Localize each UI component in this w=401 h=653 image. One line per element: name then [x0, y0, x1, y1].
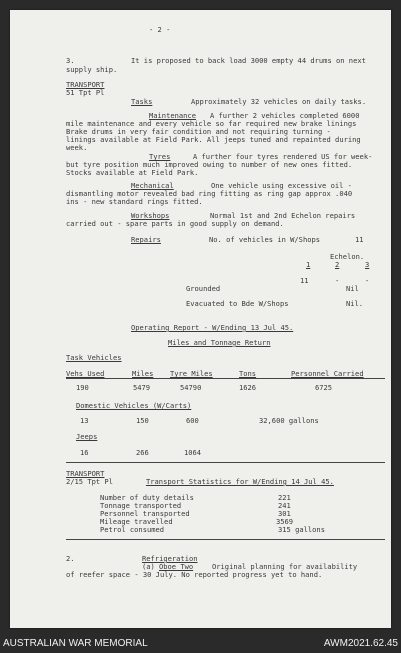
repairs-label: Repairs — [131, 235, 161, 244]
task-miles: 5479 — [133, 383, 151, 392]
mechanical-line-1: One vehicle using excessive oil - — [211, 181, 352, 190]
refrigeration-heading: Refrigeration — [142, 554, 198, 563]
footer-source: AUSTRALIAN WAR MEMORIAL — [3, 638, 148, 649]
workshops-line-1: Normal 1st and 2nd Echelon repairs — [210, 211, 356, 220]
archive-footer — [0, 636, 401, 653]
echelon-1: 1 — [306, 260, 311, 269]
col-vehs-used: Vehs Used — [66, 369, 105, 378]
workshops-line-2: carried out - spare parts in good supply on demand. — [66, 219, 284, 228]
echelon-label: Echelon. — [330, 252, 365, 261]
col-tons: Tons — [239, 369, 257, 378]
mechanical-label: Mechanical — [131, 181, 174, 190]
domestic-miles: 150 — [136, 416, 149, 425]
maintenance-label: Maintenance — [149, 111, 196, 120]
maintenance-line-3: Brake drums in very fair condition and not requiring turning - — [66, 127, 331, 136]
task-vehicles-heading: Task Vehicles — [66, 353, 122, 362]
repairs-text: No. of vehicles in W/Shops — [209, 235, 321, 244]
document-page — [10, 10, 391, 628]
item-3-number: 3. — [66, 56, 75, 65]
mechanical-line-2: dismantling motor revealed bad ring fitting as ring gap approx .040 — [66, 189, 353, 198]
echelon-2-value: - — [335, 276, 340, 285]
task-tons: 1626 — [239, 383, 257, 392]
task-vehs-used: 190 — [76, 383, 89, 392]
tasks-text: Approximately 32 vehicles on daily tasks. — [191, 97, 367, 106]
transport-heading-1: TRANSPORT — [66, 80, 105, 89]
workshops-label: Workshops — [131, 211, 170, 220]
footer-catalogue-id: AWM2021.62.45 — [323, 638, 398, 649]
mechanical-line-3: ins - new standard rings fitted. — [66, 197, 203, 206]
tyres-line-2: but tyre position much improved owing to number of new ones fitted. — [66, 160, 353, 169]
table-header-rule — [66, 378, 385, 379]
jeeps-heading: Jeeps — [76, 432, 98, 441]
tyres-line-3: Stocks available at Field Park. — [66, 168, 199, 177]
task-personnel: 6725 — [315, 383, 333, 392]
page-number: - 2 - — [149, 25, 171, 34]
refrigeration-oboe-two: Oboe Two — [159, 562, 194, 571]
col-tyre-miles: Tyre Miles — [170, 369, 213, 378]
transport-heading-2: TRANSPORT — [66, 469, 105, 478]
item-2-number: 2. — [66, 554, 75, 563]
maintenance-line-5: week. — [66, 143, 88, 152]
refrigeration-item-a: (a) — [142, 562, 155, 571]
maintenance-line-4: linings available at Field Park. All jeeps tuned and repainted during — [66, 135, 361, 144]
repairs-value: 11 — [355, 235, 364, 244]
stat-value-mileage: 3569 — [276, 517, 294, 526]
echelon-3: 3 — [365, 260, 370, 269]
stat-label-duty-details: Number of duty details — [100, 493, 194, 502]
stat-label-mileage: Mileage travelled — [100, 517, 173, 526]
domestic-gallons: 32,600 gallons — [259, 416, 319, 425]
domestic-vehs: 13 — [80, 416, 89, 425]
stat-value-tonnage: 241 — [278, 501, 291, 510]
echelon-3-value: - — [365, 276, 370, 285]
evacuated-value: Nil. — [346, 299, 364, 308]
jeeps-miles: 266 — [136, 448, 149, 457]
maintenance-line-2: mile maintenance and every vehicle so far required new brake linings — [66, 119, 357, 128]
stat-value-duty-details: 221 — [278, 493, 291, 502]
echelon-2: 2 — [335, 260, 340, 269]
operating-report-subtitle: Miles and Tonnage Return — [168, 338, 271, 347]
refrigeration-line-1: Original planning for availability — [212, 562, 358, 571]
grounded-value: Nil — [346, 284, 359, 293]
stat-label-petrol: Petrol consumed — [100, 525, 165, 534]
echelon-1-value: 11 — [300, 276, 309, 285]
maintenance-line-1: A further 2 vehicles completed 6000 — [210, 111, 360, 120]
section-divider-2 — [66, 539, 385, 540]
tyres-line-1: A further four tyres rendered US for week- — [193, 152, 373, 161]
jeeps-tyre-miles: 1064 — [184, 448, 202, 457]
item-3-line-2: supply ship. — [66, 65, 118, 74]
transport-unit-2: 2/15 Tpt Pl — [66, 477, 113, 486]
operating-report-title: Operating Report - W/Ending 13 Jul 45. — [131, 323, 294, 332]
domestic-tyre-miles: 600 — [186, 416, 199, 425]
col-miles: Miles — [132, 369, 154, 378]
transport-statistics-title: Transport Statistics for W/Ending 14 Jul 45. — [146, 477, 334, 486]
item-3-line-1: It is proposed to back load 3000 empty 44 drums on next — [131, 56, 366, 65]
tyres-label: Tyres — [149, 152, 171, 161]
grounded-label: Grounded — [186, 284, 221, 293]
evacuated-label: Evacuated to Bde W/Shops — [186, 299, 289, 308]
tasks-label: Tasks — [131, 97, 153, 106]
domestic-vehicles-heading: Domestic Vehicles (W/Carts) — [76, 401, 192, 410]
section-divider-1 — [66, 462, 385, 463]
stat-value-petrol: 315 gallons — [278, 525, 325, 534]
col-personnel-carried: Personnel Carried — [291, 369, 364, 378]
stat-label-personnel: Personnel transported — [100, 509, 190, 518]
transport-unit-1: 51 Tpt Pl — [66, 88, 105, 97]
refrigeration-line-2: of reefer space - 30 July. No reported progress yet to hand. — [66, 570, 323, 579]
stat-value-personnel: 301 — [278, 509, 291, 518]
jeeps-vehs: 16 — [80, 448, 89, 457]
task-tyre-miles: 54790 — [180, 383, 202, 392]
stat-label-tonnage: Tonnage transported — [100, 501, 182, 510]
